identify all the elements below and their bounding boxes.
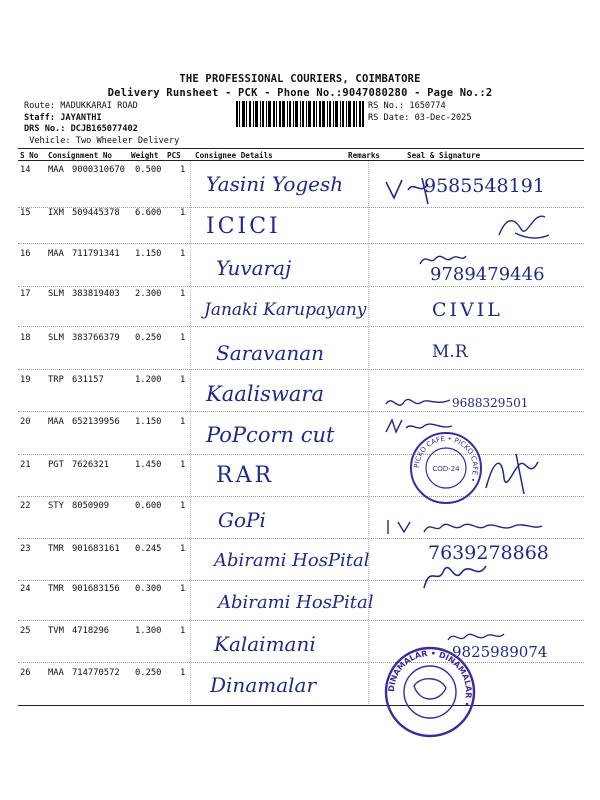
row-separator xyxy=(18,496,584,497)
handwritten-consignee: Yasini Yogesh xyxy=(206,172,344,196)
col-remarks: Remarks xyxy=(348,151,381,160)
drs-value: DCJB165077402 xyxy=(70,124,138,134)
row-separator xyxy=(18,411,584,412)
handwritten-consignee: GoPi xyxy=(218,508,266,532)
row-sno: 26 xyxy=(20,668,31,678)
row-pcs: 1 xyxy=(180,584,186,594)
row-separator xyxy=(18,662,584,663)
handwritten-remark: 9789479446 xyxy=(430,264,545,285)
rs-date-line: RS Date: 03-Dec-2025 xyxy=(368,112,472,123)
col-consignment: Consignment No xyxy=(48,151,113,160)
table-bottom-rule xyxy=(18,705,584,706)
row-origin: SLM xyxy=(48,289,64,299)
col-weight: Weight xyxy=(131,151,159,160)
handwritten-consignee: Abirami HosPital xyxy=(218,592,374,613)
row-weight: 0.300 xyxy=(135,584,162,594)
row-consignment-no: 509445378 xyxy=(72,208,120,218)
row-pcs: 1 xyxy=(180,417,186,427)
row-separator xyxy=(18,580,584,581)
route-info-block xyxy=(24,101,179,147)
row-origin: TRP xyxy=(48,375,64,385)
row-weight: 2.300 xyxy=(135,289,162,299)
row-origin: TVM xyxy=(48,626,64,636)
row-origin: MAA xyxy=(48,165,64,175)
signature-scribble xyxy=(446,628,506,646)
row-weight: 1.150 xyxy=(135,249,162,259)
row-separator xyxy=(18,326,584,327)
row-pcs: 1 xyxy=(180,289,186,299)
rs-info-block xyxy=(368,101,472,124)
row-sno: 25 xyxy=(20,626,31,636)
row-separator xyxy=(18,538,584,539)
staff-line: Staff: JAYANTHI xyxy=(24,112,102,123)
col-consignee: Consignee Details xyxy=(195,151,273,160)
row-separator xyxy=(18,286,584,287)
row-pcs: 1 xyxy=(180,544,186,554)
row-consignment-no: 652139956 xyxy=(72,417,120,427)
row-consignment-no: 4718296 xyxy=(72,626,110,636)
row-pcs: 1 xyxy=(180,208,186,218)
row-consignment-no: 383766379 xyxy=(72,333,120,343)
handwritten-consignee: Kalaimani xyxy=(214,632,316,656)
row-weight: 1.150 xyxy=(135,417,162,427)
row-pcs: 1 xyxy=(180,668,186,678)
row-origin: MAA xyxy=(48,249,64,259)
row-origin: PGT xyxy=(48,460,64,470)
seal-text: DINAMALAR • DINAMALAR • xyxy=(386,648,474,708)
row-weight: 0.600 xyxy=(135,501,162,511)
row-origin: STY xyxy=(48,501,64,511)
svg-text:COD-24: COD-24 xyxy=(432,465,460,473)
handwritten-consignee: Yuvaraj xyxy=(216,256,292,280)
row-consignment-no: 9000310670 xyxy=(72,165,125,175)
handwritten-consignee: PoPcorn cut xyxy=(206,423,335,447)
row-consignment-no: 901683161 xyxy=(72,544,120,554)
rs-date-value: 03-Dec-2025 xyxy=(414,112,472,123)
drs-line: DRS No.: DCJB165077402 xyxy=(24,124,138,134)
row-sno: 21 xyxy=(20,460,31,470)
handwritten-consignee: Dinamalar xyxy=(210,673,317,697)
signature-scribble xyxy=(384,392,452,414)
signature-scribble xyxy=(420,558,490,594)
row-weight: 1.200 xyxy=(135,375,162,385)
signature-scribble xyxy=(384,176,434,206)
table-top-rule xyxy=(18,148,584,149)
handwritten-remark: CIVIL xyxy=(432,299,503,321)
row-pcs: 1 xyxy=(180,249,186,259)
handwritten-consignee: Saravanan xyxy=(216,341,325,365)
row-sno: 20 xyxy=(20,417,31,427)
col-pcs: PCS xyxy=(167,151,181,160)
handwritten-consignee: Abirami HosPital xyxy=(214,550,370,571)
row-sno: 19 xyxy=(20,375,31,385)
handwritten-consignee: Janaki Karupayany xyxy=(204,300,367,320)
row-weight: 6.600 xyxy=(135,208,162,218)
handwritten-remark: 7639278868 xyxy=(428,542,549,564)
row-origin: MAA xyxy=(48,417,64,427)
company-seal xyxy=(408,430,484,506)
signature-scribble xyxy=(495,205,555,245)
handwritten-remark: 9585548191 xyxy=(424,175,545,197)
rs-no-value: 1650774 xyxy=(409,101,446,111)
row-origin: IXM xyxy=(48,208,64,218)
company-title: THE PROFESSIONAL COURIERS, COIMBATORE xyxy=(179,73,421,85)
table-header-rule xyxy=(18,160,584,161)
row-pcs: 1 xyxy=(180,165,186,175)
handwritten-remark: M.R xyxy=(432,342,468,362)
row-pcs: 1 xyxy=(180,460,186,470)
col-seal: Seal & Signature xyxy=(407,151,481,160)
col-sno: S No xyxy=(20,151,39,160)
row-consignment-no: 8050909 xyxy=(72,501,110,511)
row-weight: 1.450 xyxy=(135,460,162,470)
handwritten-consignee: ICICI xyxy=(206,214,281,239)
row-origin: MAA xyxy=(48,668,64,678)
row-sno: 22 xyxy=(20,501,31,511)
vehicle-value: Two Wheeler Delivery xyxy=(75,135,180,146)
row-pcs: 1 xyxy=(180,333,186,343)
barcode xyxy=(236,101,364,127)
rs-no-line: RS No.: 1650774 xyxy=(368,101,446,111)
row-pcs: 1 xyxy=(180,626,186,636)
row-consignment-no: 383819403 xyxy=(72,289,120,299)
row-origin: TMR xyxy=(48,544,64,554)
row-sno: 23 xyxy=(20,544,31,554)
handwritten-consignee: RAR xyxy=(216,463,275,488)
signature-scribble xyxy=(418,250,468,268)
row-sno: 24 xyxy=(20,584,31,594)
handwritten-remark: 9688329501 xyxy=(452,396,529,410)
row-separator xyxy=(18,369,584,370)
row-weight: 0.245 xyxy=(135,544,162,554)
row-weight: 0.250 xyxy=(135,333,162,343)
row-weight: 0.500 xyxy=(135,165,162,175)
row-sno: 14 xyxy=(20,165,31,175)
dinamalar-seal xyxy=(380,646,480,738)
row-weight: 0.250 xyxy=(135,668,162,678)
row-consignment-no: 714770572 xyxy=(72,668,120,678)
row-pcs: 1 xyxy=(180,375,186,385)
row-sno: 15 xyxy=(20,208,31,218)
signature-scribble xyxy=(480,448,550,496)
row-consignment-no: 901683156 xyxy=(72,584,120,594)
vehicle-line: Vehicle: Two Wheeler Delivery xyxy=(29,135,180,146)
row-separator xyxy=(18,620,584,621)
route-value: MADUKKARAI ROAD xyxy=(60,101,138,111)
row-consignment-no: 631157 xyxy=(72,375,104,385)
row-sno: 16 xyxy=(20,249,31,259)
staff-value: JAYANTHI xyxy=(60,112,102,123)
seal-text: PICKO CAFE • PICKO CAFE • xyxy=(412,434,480,484)
row-consignment-no: 7626321 xyxy=(72,460,110,470)
handwritten-remark: 9825989074 xyxy=(452,643,548,661)
route-line: Route: MADUKKARAI ROAD xyxy=(24,101,138,111)
signature-scribble xyxy=(384,516,544,538)
row-weight: 1.300 xyxy=(135,626,162,636)
runsheet-subtitle: Delivery Runsheet - PCK - Phone No.:9047080280 - Page No.:2 xyxy=(107,87,493,99)
row-origin: TMR xyxy=(48,584,64,594)
row-pcs: 1 xyxy=(180,501,186,511)
row-sno: 18 xyxy=(20,333,31,343)
row-consignment-no: 711791341 xyxy=(72,249,120,259)
row-sno: 17 xyxy=(20,289,31,299)
row-origin: SLM xyxy=(48,333,64,343)
handwritten-consignee: Kaaliswara xyxy=(206,382,324,406)
